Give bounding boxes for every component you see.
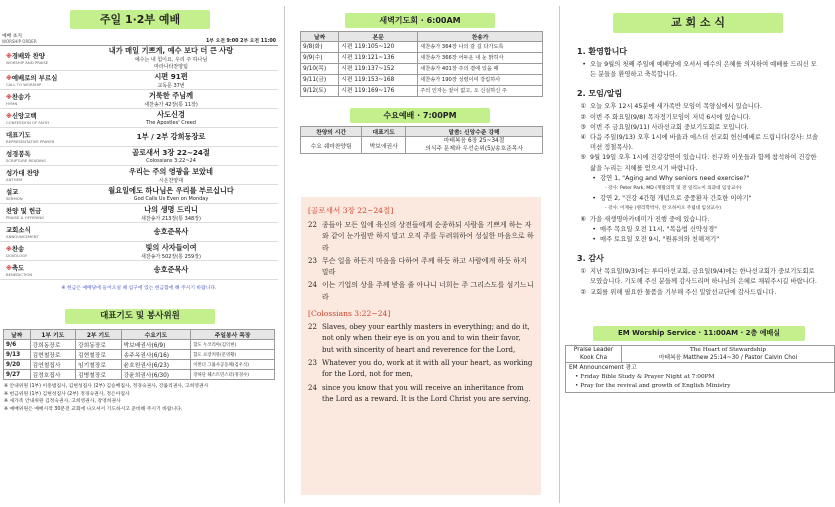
worship-order-row bbox=[0, 46, 278, 71]
order-item-sub: 새찬송가 42장(통 11장) bbox=[144, 101, 198, 108]
scripture-box bbox=[301, 197, 541, 495]
item-marker: ② bbox=[580, 288, 586, 296]
dawn-cell: 9/10(목) bbox=[301, 64, 339, 75]
order-item-ko-text: 예배로의 부르심 bbox=[11, 74, 58, 82]
order-item-sub: The Apostles' Creed bbox=[146, 120, 196, 126]
worship-order-row bbox=[0, 71, 278, 90]
order-item-content bbox=[64, 91, 278, 108]
duty-cell: 박보배권사(6/9) bbox=[121, 340, 191, 350]
duty-cell: 김연철집사 bbox=[30, 360, 76, 370]
order-item-ko bbox=[6, 73, 64, 82]
required-stand-mark: ※ bbox=[6, 94, 12, 101]
em-announcement-cell bbox=[566, 362, 835, 392]
order-item-en: SCRIPTURE READING bbox=[6, 158, 46, 163]
divider-left bbox=[284, 6, 285, 503]
verse-text: 이는 기업의 상을 주께 받을 줄 아나니 너희는 주 그리스도를 섬기느니라 bbox=[322, 281, 534, 301]
order-item-ko-text: 찬송 bbox=[11, 245, 25, 253]
required-stand-mark: ※ bbox=[6, 265, 12, 272]
church-news-column bbox=[565, 0, 835, 393]
meetings-list bbox=[577, 102, 819, 245]
order-item-content bbox=[64, 110, 278, 126]
order-item-title: 사도신경 bbox=[157, 110, 185, 119]
item-marker: • bbox=[592, 225, 596, 233]
order-item-label bbox=[0, 92, 64, 106]
duty-cell: 김정호집사 bbox=[30, 370, 76, 380]
order-item-en: BENEDICTION bbox=[6, 272, 33, 277]
duty-col-header: 수요기도 bbox=[121, 330, 191, 340]
order-item-title: 1부 / 2부 강희동장로 bbox=[136, 132, 206, 141]
item-marker: • bbox=[592, 174, 596, 182]
duty-cell: 송주옥권사(6/16) bbox=[121, 350, 191, 360]
item-text: 가을 새생명아카데미가 진행 중에 있습니다. bbox=[590, 215, 710, 223]
worship-order-header bbox=[0, 32, 278, 44]
em-leader-label: Praise Leader bbox=[573, 346, 614, 353]
verse-number: 24 bbox=[308, 281, 317, 290]
duty-row bbox=[4, 340, 275, 350]
verse bbox=[308, 322, 534, 356]
wed-sermon bbox=[406, 137, 543, 154]
item-text: 강연 2, "건강 4간형 개념으로 중풍환자 간호한 이야기" bbox=[600, 195, 752, 203]
dawn-row bbox=[301, 42, 543, 53]
em-sermon-cell bbox=[622, 345, 835, 362]
wed-prayer: 박보애권사 bbox=[362, 137, 406, 154]
duty-table bbox=[3, 329, 275, 380]
order-item-ko bbox=[6, 111, 64, 120]
duty-cell: 김현철장로 bbox=[30, 350, 76, 360]
welcome-item: • 오늘 9월의 첫째 주일에 예배당에 오셔서 예수의 은혜를 의지하여 예배를 드리신 모든 분들을 환영하고 축복합니다. bbox=[577, 60, 819, 80]
required-stand-mark: ※ bbox=[6, 113, 12, 120]
order-item-title: 우리는 주의 영광을 보았네 bbox=[129, 166, 213, 176]
em-sermon-sub: 마태복음 Matthew 25:14~30 / Pastor Calvin Choi bbox=[658, 354, 798, 361]
order-item-en: CONFESSION OF FAITH bbox=[6, 120, 50, 125]
item-text: 강연 1, "Aging and Why seniors need exercise?" bbox=[600, 174, 750, 182]
worship-order-row bbox=[0, 109, 278, 128]
order-item-ko-text: 성경봉독 bbox=[6, 150, 31, 158]
order-item-content bbox=[64, 72, 278, 89]
order-item-label bbox=[0, 73, 64, 87]
em-announcement-label: EM Announcement 광고 bbox=[569, 364, 637, 371]
order-item-title: 나의 생명 드리니 bbox=[144, 204, 198, 214]
order-item-content bbox=[64, 167, 278, 184]
order-item-en: WORSHIP AND PRAISE bbox=[6, 60, 49, 65]
item-text: 매주 목요일 오전 11시, "복음법 신약성경" bbox=[600, 225, 718, 233]
duty-banner: 대표기도 및 봉사위원 bbox=[65, 309, 215, 324]
volunteer-note: ※ 예배위원은 예배시작 30분전 교회에 나오셔서 기도하시고 준비해 주시기 바랍니다. bbox=[4, 406, 183, 412]
order-item-ko bbox=[6, 130, 64, 139]
meeting-item bbox=[577, 174, 819, 184]
verse-text: 종들아 모든 일에 육신의 상전들에게 순종하되 사람을 기쁘게 하는 자와 같이 눈가림만 하지 말고 오직 주를 두려워하여 성실한 마음으로 하라 bbox=[322, 221, 534, 252]
dawn-cell: 새찬송가 366장 어두운 내 눈 밝히사 bbox=[418, 53, 543, 64]
order-item-en: REPRESENTATIVE PRAYER bbox=[6, 139, 55, 144]
item-text: 다음 주일(9/13) 오후 1시에 바울과 에스더 선교회 헌신예배로 드립니다(강사: 브솔미션 정철목사). bbox=[590, 134, 819, 152]
em-leader-name: Kook Cha bbox=[579, 354, 608, 361]
wed-sermon-title: 의식주 문제와 우선순위(5)/송호준목사 bbox=[425, 146, 523, 152]
order-item-sub: 새찬송가 502장(통 259장) bbox=[141, 253, 201, 260]
em-banner: EM Worship Service · 11:00AM · 2층 예배실 bbox=[593, 326, 805, 341]
dawn-cell: 주의 인자는 끝이 없고, 오 신실하신 주 bbox=[418, 86, 543, 97]
order-item-content bbox=[64, 205, 278, 222]
dawn-cell: 시편 119:169~176 bbox=[339, 86, 418, 97]
dawn-col-header: 날짜 bbox=[301, 32, 339, 42]
order-item-sub: 새찬송가 213장(통 348장) bbox=[141, 215, 201, 222]
item-marker: • bbox=[592, 195, 596, 203]
dawn-row bbox=[301, 86, 543, 97]
item-text: 이번 주 금요일(9/11) 사라선교회 중보기도회로 모입니다. bbox=[590, 123, 749, 131]
volunteer-note: ※ 안내위원 (1부) 이흥범집사, 김현성집사 (2부) 김승배집사, 정경숙권사, 강률리권사, 고희영권사 bbox=[4, 384, 209, 389]
worship-order-row bbox=[0, 223, 278, 242]
sunday-worship-column bbox=[0, 0, 278, 413]
meeting-item bbox=[577, 235, 819, 245]
item-marker: ② bbox=[580, 113, 586, 121]
duty-cell: 강윤희권사(6/30) bbox=[121, 370, 191, 380]
dawn-cell: 새찬송가 364장 나의 갈 길 다가도록 bbox=[418, 42, 543, 53]
duty-cell: 임기철장로 bbox=[76, 360, 122, 370]
wed-col-header: 찬양의 시간 bbox=[301, 127, 362, 137]
welcome-title: 1. 환영합니다 bbox=[577, 47, 628, 56]
order-item-title: 월요일에도 하나님은 우리를 부르십니다 bbox=[108, 186, 234, 195]
dawn-cell: 9/12(토) bbox=[301, 86, 339, 97]
order-item-ko-text: 찬송가 bbox=[11, 93, 31, 101]
order-item-ko bbox=[6, 149, 64, 158]
wed-col-header: 말씀: 신앙수준 강해 bbox=[406, 127, 543, 137]
duty-cell: 9/13 bbox=[4, 350, 31, 360]
dawn-prayer-table bbox=[300, 31, 543, 97]
order-item-ko bbox=[6, 263, 64, 272]
meeting-item bbox=[577, 204, 819, 214]
volunteer-note: ※ 헌금위원 (1부) 김현성집사 (2부) 정경숙권사, 정은아집사 bbox=[4, 391, 130, 397]
volunteer-note: ※ 새가족 안내위원 김정숙권사, 고희영권사, 장영희권사 bbox=[4, 399, 121, 405]
order-item-content bbox=[64, 132, 278, 142]
verse-text: 무슨 일을 하든지 마음을 다하여 주께 하듯 하고 사람에게 하듯 하지 말라 bbox=[322, 256, 527, 277]
duty-cell: 9/20 bbox=[4, 360, 31, 370]
order-item-en: SERMON bbox=[6, 196, 23, 201]
thanks-title: 3. 감사 bbox=[577, 254, 604, 264]
item-marker: ⑤ bbox=[580, 154, 586, 162]
order-item-title: 거룩한 주님께 bbox=[148, 90, 194, 100]
order-item-sub: 교독문 37번 bbox=[157, 82, 185, 89]
duty-cell: 장따단 헤스트민스터(정경수) bbox=[191, 370, 275, 380]
dawn-row bbox=[301, 75, 543, 86]
order-item-title: 송호준목사 bbox=[153, 265, 189, 274]
worship-order-row bbox=[0, 147, 278, 166]
ko-scripture-title: [골로새서 3장 22~24절] bbox=[308, 206, 394, 215]
order-item-label bbox=[0, 244, 64, 258]
dawn-cell: 9/9(수) bbox=[301, 53, 339, 64]
verse-text: since you know that you will receive an inheritance from the Lord as a reward. It is the Lord Christ you are serving. bbox=[322, 383, 531, 403]
order-item-label bbox=[0, 187, 64, 201]
wed-praise: 수요 쉐마찬양팀 bbox=[301, 137, 362, 154]
en-verses bbox=[308, 322, 534, 405]
order-item-title: 송호준목사 bbox=[153, 227, 189, 236]
item-marker: ① bbox=[580, 103, 586, 111]
order-label: WORSHIP ORDER bbox=[2, 39, 37, 44]
ko-verses bbox=[308, 220, 534, 303]
item-text: 매주 토요일 오전 9시, "원류의와 친해져기" bbox=[600, 236, 720, 244]
order-item-label bbox=[0, 51, 64, 65]
duty-row bbox=[4, 350, 275, 360]
item-text: 이번 주 화요일(9/8) 목자정기모임이 저녁 6시에 있습니다. bbox=[590, 113, 751, 121]
order-item-en: ANNOUNCEMENT bbox=[6, 234, 39, 239]
worship-order-row bbox=[0, 185, 278, 204]
order-item-sub2: 마라나타찬양팀 bbox=[154, 64, 188, 70]
order-item-en: DOXOLOGY bbox=[6, 253, 28, 258]
duty-cell: 이반더 그룹사공동체(김우석) bbox=[191, 360, 275, 370]
thanks-item bbox=[577, 288, 819, 298]
worship-order-row bbox=[0, 242, 278, 261]
meeting-item bbox=[577, 102, 819, 112]
verse-number: 22 bbox=[308, 323, 317, 332]
duty-row bbox=[4, 360, 275, 370]
order-item-en: PRAISE & OFFERING bbox=[6, 215, 44, 220]
worship-order-row bbox=[0, 261, 278, 280]
em-leader-cell bbox=[566, 345, 622, 362]
dawn-cell: 9/8(화) bbox=[301, 42, 339, 53]
order-item-ko bbox=[6, 51, 64, 60]
dawn-cell: 시편 119:105~120 bbox=[339, 42, 418, 53]
duty-col-header: 주일봉사 목장 bbox=[191, 330, 275, 340]
dawn-col-header: 본문 bbox=[339, 32, 418, 42]
order-item-ko-text: 설교 bbox=[6, 188, 19, 196]
required-stand-mark: ※ bbox=[6, 53, 12, 60]
duty-cell: 함도 프랑커뮤(문영황) bbox=[191, 350, 275, 360]
verse-number: 23 bbox=[308, 358, 317, 367]
wednesday-table bbox=[300, 126, 543, 154]
order-item-ko-text: 신앙고백 bbox=[11, 112, 37, 120]
item-text: 교회를 위해 필요한 물품을 기부해 주신 밀알선교단에 감사드립니다. bbox=[590, 288, 777, 296]
sunday-worship-banner: 주일 1·2부 예배 bbox=[70, 10, 210, 29]
order-item-ko-text: 교회소식 bbox=[6, 226, 31, 234]
order-item-sub: 시온찬양대 bbox=[158, 177, 184, 184]
welcome-list bbox=[577, 60, 819, 80]
dawn-cell: 새찬송가 401장 주의 곁에 있을 때 bbox=[418, 64, 543, 75]
dawn-cell: 새찬송가 190장 성령이여 강림하사 bbox=[418, 75, 543, 86]
wed-col-header: 대표기도 bbox=[362, 127, 406, 137]
order-item-ko bbox=[6, 225, 64, 234]
order-item-content bbox=[64, 46, 278, 70]
meeting-item bbox=[577, 113, 819, 123]
order-item-sub: Colossians 3:22~24 bbox=[146, 158, 196, 164]
volunteer-notes bbox=[0, 380, 278, 413]
welcome-text: 오늘 9월의 첫째 주일에 예배당에 오셔서 예수의 은혜를 의지하여 예배를 드리신 모든 분들을 환영하고 축복합니다. bbox=[590, 61, 817, 79]
order-item-ko-text: 찬양 및 헌금 bbox=[6, 207, 42, 215]
order-item-title: 내가 매일 기쁘게, 예수 보다 더 큰 사랑 bbox=[108, 46, 234, 55]
duty-cell: 9/6 bbox=[4, 340, 31, 350]
order-item-ko bbox=[6, 92, 64, 101]
order-item-sub: 예수는 내 힘이요, 우리 주 하나님 bbox=[134, 57, 208, 63]
thanks-item bbox=[577, 267, 819, 287]
meeting-item bbox=[577, 133, 819, 153]
verse bbox=[308, 220, 534, 254]
verse-text: Slaves, obey your earthly masters in everything; and do it, not only when their eye is on you and to win their favor, but with sincerity of heart and reverence for the Lord, bbox=[322, 323, 530, 354]
dawn-prayer-banner: 새벽기도회 · 6:00AM bbox=[345, 13, 495, 28]
service-times: 1부 오전 9:00 2부 오전 11:00 bbox=[205, 39, 276, 44]
item-marker bbox=[577, 204, 605, 214]
order-item-label bbox=[0, 263, 64, 277]
em-ann-1-text: Friday Bible Study & Prayer Night at 7:00PM bbox=[580, 373, 715, 380]
order-item-title: 골로새서 3장 22~24절 bbox=[132, 148, 210, 157]
order-item-ko-text: 대표기도 bbox=[6, 131, 31, 139]
order-item-ko bbox=[6, 187, 64, 196]
meeting-item bbox=[577, 215, 819, 225]
item-text: 오늘 오후 12시 45분에 새가족반 모임이 목양실에서 있습니다. bbox=[590, 103, 762, 111]
order-item-en: HYMN bbox=[6, 101, 18, 106]
divider-right bbox=[559, 6, 560, 503]
order-item-sub: God Calls Us Even on Monday bbox=[133, 196, 209, 202]
required-stand-mark: ※ bbox=[6, 246, 12, 253]
meeting-item bbox=[577, 225, 819, 235]
dawn-cell: 시편 119:121~136 bbox=[339, 53, 418, 64]
verse-number: 23 bbox=[308, 256, 317, 265]
en-scripture-title: [Colossians 3:22~24] bbox=[308, 309, 391, 319]
thanks-list bbox=[577, 267, 819, 298]
item-text: 9월 19일 오후 1시에 건강강연이 있습니다. 친구와 이웃들과 함께 참석하여 건강한 삶을 누리는 지혜를 얻으시기 바랍니다. bbox=[590, 154, 817, 172]
duty-col-header: 날짜 bbox=[4, 330, 31, 340]
duty-cell: 김현철장로 bbox=[76, 350, 122, 360]
em-table bbox=[565, 345, 835, 393]
verse bbox=[308, 358, 534, 381]
dawn-row bbox=[301, 64, 543, 75]
order-item-content bbox=[64, 227, 278, 237]
order-item-ko bbox=[6, 244, 64, 253]
order-item-content bbox=[64, 148, 278, 164]
meeting-item bbox=[577, 184, 819, 194]
duty-col-header: 2부 기도 bbox=[76, 330, 122, 340]
item-marker: ① bbox=[580, 268, 586, 276]
duty-cell: 함도 누코리아(김익현) bbox=[191, 340, 275, 350]
em-ann-2-text: Pray for the revival and growth of English Ministry bbox=[580, 382, 731, 389]
item-marker: • bbox=[592, 236, 596, 244]
meeting-item bbox=[577, 194, 819, 204]
duty-row bbox=[4, 370, 275, 380]
item-text: - 강사: Peter Park, MD (재활의학 및 전 일리노이 의과대 임상교수) bbox=[605, 186, 742, 192]
dawn-cell: 시편 119:153~168 bbox=[339, 75, 418, 86]
order-item-title: 빛의 사자들이여 bbox=[145, 242, 197, 252]
verse-number: 22 bbox=[308, 221, 317, 229]
item-text: 지난 목요일(9/3)에는 루디아선교회, 금요일(9/4)에는 한나선교회가 중보기도회로 모였습니다. 기도해 주신 분들께 감사드리며 하나님의 은혜로 채워주시길 바랍니다. bbox=[590, 268, 817, 286]
item-marker bbox=[577, 184, 605, 194]
order-item-en: CALL TO WORSHIP bbox=[6, 82, 42, 87]
dawn-cell: 시편 119:137~152 bbox=[339, 64, 418, 75]
order-item-ko-text: 축도 bbox=[11, 264, 25, 272]
item-marker: ④ bbox=[580, 134, 586, 142]
verse bbox=[308, 256, 534, 279]
em-sermon-title: The Heart of Stewardship bbox=[689, 346, 767, 353]
verse-number: 24 bbox=[308, 383, 317, 392]
order-item-label bbox=[0, 206, 64, 220]
wednesday-banner: 수요예배 · 7:00PM bbox=[350, 108, 490, 123]
dawn-col-header: 찬송가 bbox=[418, 32, 543, 42]
order-item-label bbox=[0, 130, 64, 144]
duty-cell: 윤호원권사(6/23) bbox=[121, 360, 191, 370]
duty-cell: 김병철장로 bbox=[76, 370, 122, 380]
weekday-worship-column bbox=[290, 0, 552, 403]
worship-order-list bbox=[0, 45, 278, 280]
meeting-item bbox=[577, 123, 819, 133]
order-item-label bbox=[0, 111, 64, 125]
order-item-ko-text: 성가대 찬양 bbox=[6, 169, 40, 177]
offering-note: ※ 헌금은 예배당에 들어오실 때 입구에 있는 헌금함에 해 주시기 바랍니다. bbox=[61, 286, 217, 291]
verse bbox=[308, 280, 534, 303]
worship-order-row bbox=[0, 204, 278, 223]
em-announcement-1: • Friday Bible Study & Prayer Night at 7:00PM bbox=[575, 373, 715, 380]
order-item-ko bbox=[6, 206, 64, 215]
order-item-ko-text: 경배와 찬양 bbox=[11, 52, 45, 60]
dawn-cell: 9/11(금) bbox=[301, 75, 339, 86]
dawn-row bbox=[301, 53, 543, 64]
order-item-label bbox=[0, 168, 64, 182]
order-item-title: 시편 91편 bbox=[154, 71, 188, 81]
order-item-content bbox=[64, 186, 278, 202]
required-stand-mark: ※ bbox=[6, 75, 12, 82]
order-item-content bbox=[64, 265, 278, 275]
worship-order-row bbox=[0, 166, 278, 185]
order-item-label bbox=[0, 225, 64, 239]
order-item-content bbox=[64, 243, 278, 260]
order-item-ko bbox=[6, 168, 64, 177]
order-item-en: ANTHEM bbox=[6, 177, 23, 182]
order-item-label bbox=[0, 149, 64, 163]
duty-cell: 9/27 bbox=[4, 370, 31, 380]
duty-col-header: 1부 기도 bbox=[30, 330, 76, 340]
worship-order-row bbox=[0, 128, 278, 147]
verse-text: Whatever you do, work at it with all your heart, as working for the Lord, not for men, bbox=[322, 358, 533, 379]
meeting-item bbox=[577, 153, 819, 173]
meetings-title: 2. 모임/알림 bbox=[577, 89, 623, 99]
duty-cell: 강희동장로 bbox=[76, 340, 122, 350]
item-marker: ③ bbox=[580, 123, 586, 131]
em-announcement-2: • Pray for the revival and growth of English Ministry bbox=[575, 382, 731, 389]
wed-sermon-text: 마태복음 6장 25~34절 bbox=[443, 138, 505, 144]
leader-label: 예배 초지 bbox=[2, 34, 23, 39]
worship-order-row bbox=[0, 90, 278, 109]
item-marker: ⑥ bbox=[580, 215, 586, 223]
church-news-banner: 교 회 소 식 bbox=[613, 13, 783, 33]
verse bbox=[308, 383, 534, 406]
item-text: - 강사: 이재순 (병리학박사, 전 오하이오 주립대 임상교수) bbox=[605, 206, 722, 212]
duty-cell: 강희동장로 bbox=[30, 340, 76, 350]
